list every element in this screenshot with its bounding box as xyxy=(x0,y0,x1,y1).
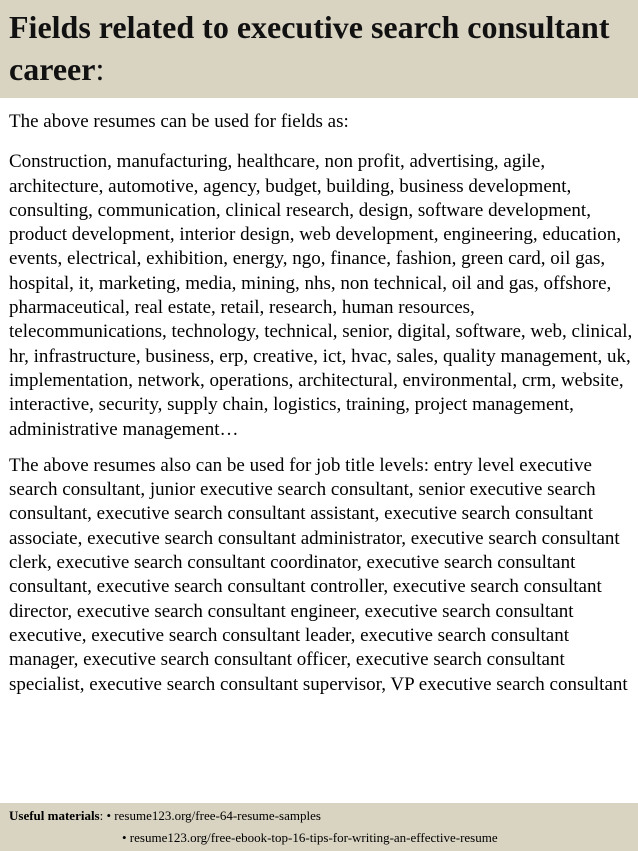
footer-row-1 xyxy=(9,807,321,825)
page-title xyxy=(9,6,629,90)
fields-list: Construction, manufacturing, healthcare, non profit, advertising, agile, architecture, automotive, agency, budget, building, business development, consulting, communication, clinical research, design, software development, product development, interior design, web development, engineering, education, events, electrical, exhibition, energy, ngo, finance, fashion, green card, oil gas, hospital, it, marketing, media, mining, nhs, non technical, oil and gas, offshore, pharmaceutical, real estate, retail, research, human resources, telecommunications, technology, technical, senior, digital, software, web, clinical, hr, infrastructure, business, erp, creative, ict, hvac, sales, quality management, uk, implementation, network, operations, architectural, environmental, crm, website, interactive, security, supply chain, logistics, training, project management, administrative management… xyxy=(9,151,633,440)
useful-materials-label-text: Useful materials xyxy=(9,808,100,823)
title-band xyxy=(0,0,638,98)
page-title-text: Fields related to executive search consultant career xyxy=(9,9,610,87)
job-levels-list: The above resumes also can be used for job title levels: entry level executive search consultant, junior executive search consultant, senior executive search consultant, executive search consultant assistant, executive search consultant associate, executive search consultant administrator, executive search consultant clerk, executive search consultant coordinator, executive search consultant consultant, executive search consultant controller, executive search consultant director, executive search consultant engineer, executive search consultant executive, executive search consultant leader, executive search consultant manager, executive search consultant officer, executive search consultant specialist, executive search consultant supervisor, VP executive search consultant xyxy=(9,454,628,695)
footer-link-resume-samples[interactable]: • resume123.org/free-64-resume-samples xyxy=(106,808,321,823)
useful-materials-label xyxy=(9,808,100,823)
footer-link-ebook[interactable]: • resume123.org/free-ebook-top-16-tips-for-writing-an-effective-resume xyxy=(122,830,498,845)
footer-row-2 xyxy=(122,829,498,847)
useful-materials-colon: : xyxy=(99,808,104,823)
main-content xyxy=(9,110,633,751)
page-title-colon: : xyxy=(95,51,105,87)
intro-text: The above resumes can be used for fields as: xyxy=(9,111,349,132)
footer-band xyxy=(0,803,638,851)
